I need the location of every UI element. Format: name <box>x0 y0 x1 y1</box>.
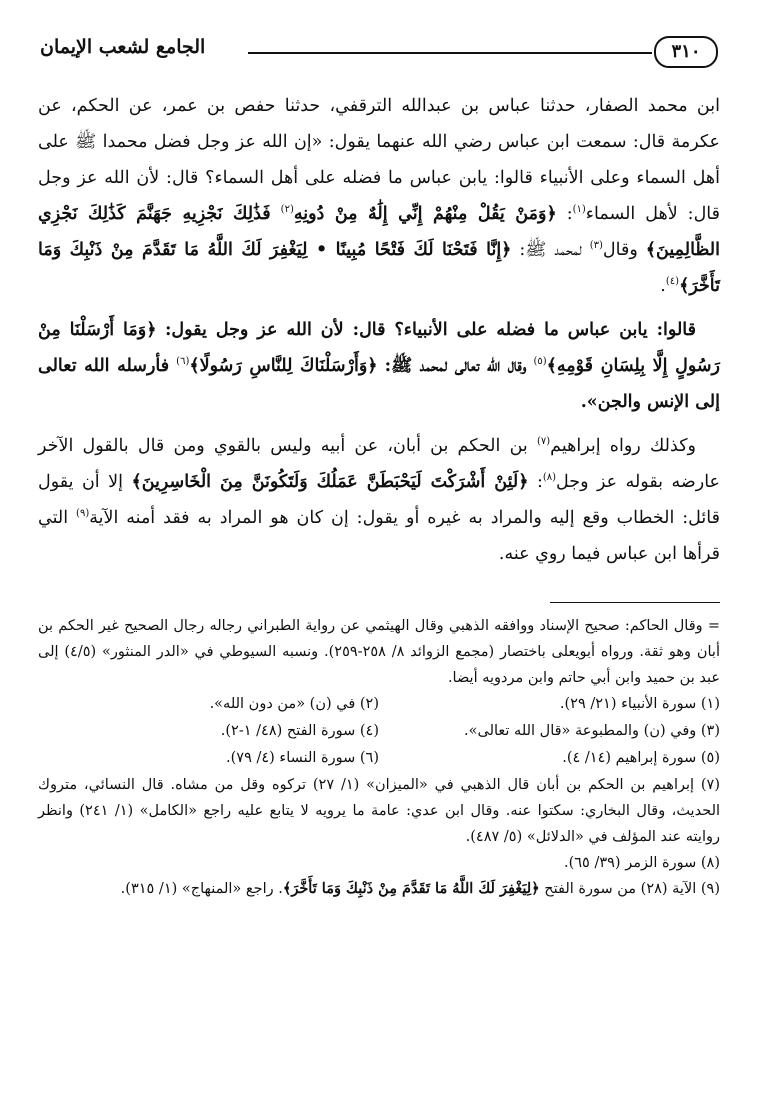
paragraph-2 <box>38 312 720 420</box>
footnote-continuation: = وقال الحاكم: صحيح الإسناد ووافقه الذهبي وقال الهيثمي عن رواية الطبراني رجاله رجال الصحيح غير الحكم بن أبان وهو ثقة. ورواه أبويعلى باختصار (مجمع الزوائد ٨/ ٢٥٨-٢٥٩). ونسبه السيوطي في «الدر المنثور» (٤/٥) إلى عبد بن حميد وابن أبي حاتم وابن مردويه أيضا. <box>38 618 720 686</box>
paragraph-text: فأرسله الله تعالى إلى الإنس والجن». <box>38 356 720 412</box>
footnote-ref: (١) <box>572 204 586 216</box>
paragraph-text: بن الحكم بن أبان، عن أبيه وليس بالقوي ومن قال بالقول الآخر عارضه بقوله عز وجل <box>38 436 720 492</box>
footnote-ref: (٩) <box>76 508 90 520</box>
quran-quote: ﴿إِنَّا فَتَحْنَا لَكَ فَتْحًا مُبِينًا • لِيَغْفِرَ لَكَ اللَّهُ مَا تَقَدَّمَ مِنْ ذَنْبِكَ وَمَا تَأَخَّرَ﴾ <box>38 240 720 296</box>
footnote-7: (٧) إبراهيم بن الحكم بن أبان قال الذهبي في «الميزان» (١/ ٢٧) تركوه وقل من مشاه. قال النسائي، متروك الحديث، وقال البخاري: سكتوا عنه. وقال ابن عدي: عامة ما يرويه لا يتابع عليه راجع «الكامل» (١/ ٢٤١) وانظر روايته عند المؤلف في «الدلائل» (٥/ ٤٨٧). <box>38 777 721 845</box>
footnote-9 <box>38 876 720 902</box>
footnote-text: (٩) الآية (٢٨) من سورة الفتح <box>544 881 720 897</box>
page-number: ٣١٠ <box>654 36 718 68</box>
quran-quote: فَذَٰلِكَ نَجْزِيهِ جَهَنَّمَ كَذَٰلِكَ نَجْزِي الظَّالِمِينَ﴾ <box>38 204 720 260</box>
quran-quote: ﴿وَأَرْسَلْنَاكَ لِلنَّاسِ رَسُولًا﴾ <box>189 356 378 376</box>
paragraph-3: وكذلك رواه إبراهيم$^{(٧)}$ بن الحكم بن أبان، عن أبيه وليس بالقوي ومن قال بالقول الآخر عارضه بقوله عز وجل$^{(٨)}$: ﴿لَئِنْ أَشْرَكْتَ لَيَحْبَطَنَّ عَمَلُكَ وَلَتَكُونَنَّ مِنَ الْخَاسِرِينَ﴾ إلا أن يقول قائل: الخطاب وقع إليه والمراد به غيره أو يقول: إن كان هو المراد به فقد أمنه الآية$^{(٩)}$ التي قرأها ابن عباس فيما روي عنه. <box>38 436 720 564</box>
footnote-3: (٣) وفي (ن) والمطبوعة «قال الله تعالى». <box>464 723 720 739</box>
paragraph-text: إلا أن يقول قائل: الخطاب وقع إليه والمراد به غيره أو يقول: إن كان هو المراد به فقد أمنه الآية <box>38 472 720 528</box>
footnote-6: (٦) سورة النساء (٤/ ٧٩). <box>226 750 379 766</box>
footnotes-section <box>38 613 720 902</box>
footnote-ref: (٢) <box>280 204 294 216</box>
book-title: الجامع لشعب الإيمان <box>40 36 206 58</box>
book-page <box>38 30 720 902</box>
footnote-1: (١) سورة الأنبياء (٢١/ ٢٩). <box>559 696 720 712</box>
footnote-text: . راجع «المنهاج» (١/ ٣١٥). <box>120 881 283 897</box>
paragraph-text: قالوا: يابن عباس ما فضله على الأنبياء؟ قال: لأن الله عز وجل يقول: <box>164 320 696 340</box>
footnote-2: (٢) في (ن) «من دون الله». <box>209 696 379 712</box>
quran-quote: ﴿وَمَا أَرْسَلْنَا مِنْ رَسُولٍ إِلَّا بِلِسَانِ قَوْمِهِ﴾ <box>38 320 720 376</box>
quran-quote: ﴿لِيَغْفِرَ لَكَ اللَّهُ مَا تَقَدَّمَ مِنْ ذَنْبِكَ وَمَا تَأَخَّرَ﴾ <box>282 880 540 897</box>
footnote-ref: (٦) <box>176 356 190 368</box>
paragraph-text: وقال الله تعالى لمحمد ﷺ: <box>384 356 527 376</box>
header-rule <box>248 52 652 54</box>
footnote-ref: (٣) <box>589 240 603 252</box>
footnote-4: (٤) سورة الفتح (٤٨/ ١-٢). <box>220 723 379 739</box>
main-text <box>38 88 720 572</box>
footnote-row <box>38 745 720 772</box>
quran-quote: ﴿لَئِنْ أَشْرَكْتَ لَيَحْبَطَنَّ عَمَلُكَ وَلَتَكُونَنَّ مِنَ الْخَاسِرِينَ﴾ <box>131 472 529 492</box>
footnote-row <box>38 718 720 745</box>
footnote-ref: (٨) <box>542 472 557 484</box>
footnote-ref: (٤) <box>665 276 680 288</box>
footnote-ref: (٧) <box>536 436 551 448</box>
paragraph-text: ابن محمد الصفار، حدثنا عباس بن عبدالله الترقفي، حدثنا حفص بن عمر، عن الحكم، عن عكرمة قال: سمعت ابن عباس رضي الله عنهما يقول: «إن الله عز وجل فضل محمدا ﷺ على أهل السماء وعلى الأنبياء قالوا: يابن عباس ما فضله على أهل السماء؟ قال: لأن الله عز وجل قال: لأهل السماء <box>38 96 720 224</box>
paragraph-1: ابن محمد الصفار، حدثنا عباس بن عبدالله الترقفي، حدثنا حفص بن عمر، عن الحكم، عن عكرمة قال: سمعت ابن عباس رضي الله عنهما يقول: «إن الله عز وجل فضل محمدا ﷺ على أهل السماء وعلى الأنبياء قالوا: يابن عباس ما فضله على أهل السماء؟ قال: لأن الله عز وجل قال: لأهل السماء$^{(١)}$: ﴿وَمَنْ يَقُلْ مِنْهُمْ إِنِّي إِلَٰهٌ مِنْ دُونِهِ$^{(٢)}$ فَذَٰلِكَ نَجْزِيهِ جَهَنَّمَ كَذَٰلِكَ نَجْزِي الظَّالِمِينَ﴾ وقال$^{(٣)}$ لمحمد ﷺ: ﴿إِنَّا فَتَحْنَا لَكَ فَتْحًا مُبِينًا • لِيَغْفِرَ لَكَ اللَّهُ مَا تَقَدَّمَ مِنْ ذَنْبِكَ وَمَا تَأَخَّرَ﴾$^{(٤)}$. <box>38 96 720 296</box>
footnote-divider <box>550 602 720 603</box>
footnote-row <box>38 691 720 718</box>
paragraph-text: التي قرأها ابن عباس فيما روي عنه. <box>38 508 720 564</box>
footnote-8: (٨) سورة الزمر (٣٩/ ٦٥). <box>563 855 720 871</box>
paragraph-text: وكذلك رواه إبراهيم <box>550 436 696 456</box>
footnote-5: (٥) سورة إبراهيم (١٤/ ٤). <box>562 750 720 766</box>
quran-quote: ﴿وَمَنْ يَقُلْ مِنْهُمْ إِنِّي إِلَٰهٌ مِنْ دُونِهِ <box>293 204 557 224</box>
paragraph-text: لمحمد ﷺ: <box>519 240 582 260</box>
footnote-ref: (٥) <box>533 356 547 368</box>
paragraph-text: وقال <box>602 240 638 260</box>
page-header <box>38 30 720 74</box>
